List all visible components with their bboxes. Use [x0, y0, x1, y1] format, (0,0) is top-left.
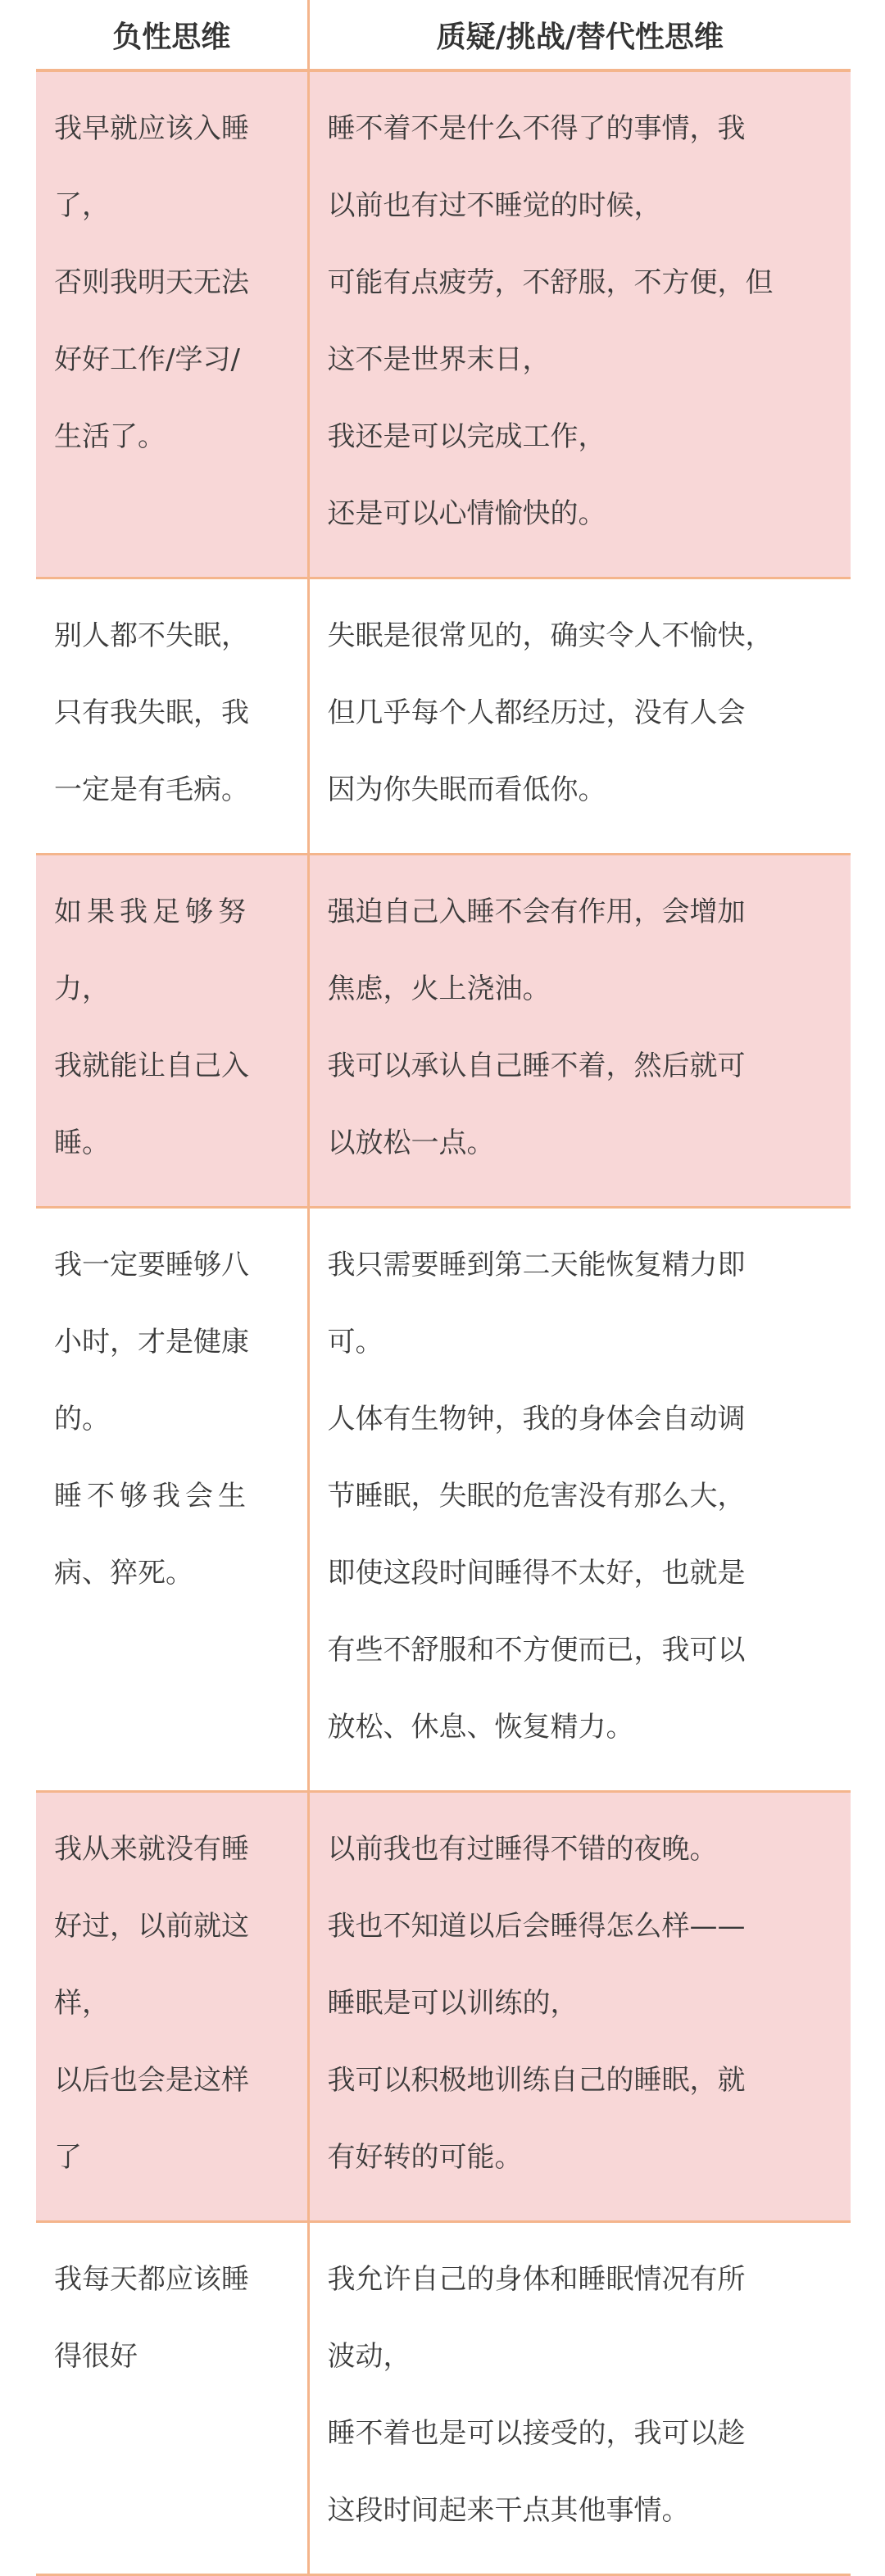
cell-line: 的。: [54, 1403, 110, 1435]
cell-line: 人体有生物钟，我的身体会自动调: [327, 1403, 746, 1435]
cell-line: 我每天都应该睡: [54, 2263, 249, 2296]
cell-line: 睡不着不是什么不得了的事情，我: [327, 112, 746, 145]
cell-line: 我可以承认自己睡不着，然后就可: [327, 1050, 746, 1082]
cell-line: 但几乎每个人都经历过，没有人会: [327, 696, 746, 729]
cell-line: 别人都不失眠，: [54, 619, 249, 652]
thought-comparison-table: [36, 0, 851, 2576]
cell-line: 以后也会是这样: [54, 2064, 249, 2097]
cell-line: 睡不着也是可以接受的，我可以趁: [327, 2417, 746, 2450]
table-row: [36, 1792, 851, 2222]
cell-line: 我允许自己的身体和睡眠情况有所: [327, 2263, 746, 2296]
cell-line: 有好转的可能。: [327, 2141, 523, 2174]
table-row: [36, 1208, 851, 1792]
cell-line: 小时，才是健康: [54, 1326, 249, 1358]
negative-thought-cell: [36, 855, 308, 1208]
cell-line: 强迫自己入睡不会有作用，会增加: [327, 896, 746, 928]
cell-line: 波动，: [327, 2340, 411, 2373]
cell-line: 我从来就没有睡: [54, 1833, 249, 1866]
cell-line: 放松、休息、恢复精力。: [327, 1711, 634, 1744]
negative-thought-cell: [36, 578, 308, 855]
cell-line: 否则我明天无法: [54, 266, 249, 299]
cell-line: 好过，以前就这: [54, 1910, 249, 1943]
cell-line: 了: [54, 2141, 82, 2174]
cell-line: 睡。: [54, 1127, 110, 1159]
table-row: [36, 855, 851, 1208]
alternative-thought-cell: [308, 2222, 851, 2575]
cell-line: 我就能让自己入: [54, 1050, 249, 1082]
table-row: [36, 70, 851, 578]
cell-line: 因为你失眠而看低你。: [327, 773, 606, 806]
negative-thought-header: 负性思维: [36, 0, 308, 70]
cell-line: 得很好: [54, 2340, 138, 2373]
cell-line: 一定是有毛病。: [54, 773, 249, 806]
cell-line: 病、猝死。: [54, 1557, 193, 1590]
cell-line: 好好工作/学习/: [54, 343, 240, 376]
cell-line: 样，: [54, 1987, 110, 2020]
cell-line: 只有我失眠，我: [54, 696, 249, 729]
alternative-thought-header: 质疑/挑战/替代性思维: [308, 0, 851, 70]
negative-thought-cell: [36, 70, 308, 578]
negative-thought-cell: [36, 1792, 308, 2222]
cell-line: 可能有点疲劳，不舒服，不方便，但: [327, 266, 774, 299]
alternative-thought-cell: [308, 70, 851, 578]
table-row: [36, 578, 851, 855]
cell-line: 我只需要睡到第二天能恢复精力即: [327, 1249, 746, 1281]
cell-line: 我也不知道以后会睡得怎么样——: [327, 1910, 746, 1943]
cell-line: 我早就应该入睡: [54, 112, 249, 145]
cell-line: 这段时间起来干点其他事情。: [327, 2494, 690, 2527]
cell-line: 焦虑，火上浇油。: [327, 973, 551, 1005]
cell-line: 有些不舒服和不方便而已，我可以: [327, 1634, 746, 1667]
cell-line: 力，: [54, 973, 110, 1005]
cell-line: 我可以积极地训练自己的睡眠，就: [327, 2064, 746, 2097]
alternative-thought-cell: [308, 578, 851, 855]
header-row: [36, 0, 851, 70]
cell-line: 睡眠是可以训练的，: [327, 1987, 579, 2020]
cell-line: 这不是世界末日，: [327, 343, 551, 376]
cell-line: 以放松一点。: [327, 1127, 495, 1159]
table-row: [36, 2222, 851, 2575]
negative-thought-cell: [36, 2222, 308, 2575]
cell-line: 节睡眠，失眠的危害没有那么大，: [327, 1480, 746, 1512]
cell-line: 失眠是很常见的，确实令人不愉快，: [327, 619, 774, 652]
cell-line: 还是可以心情愉快的。: [327, 497, 606, 530]
cell-line: 以前我也有过睡得不错的夜晚。: [327, 1833, 718, 1866]
cell-line: 即使这段时间睡得不太好，也就是: [327, 1557, 746, 1590]
cell-line: 可。: [327, 1326, 384, 1358]
negative-thought-cell: [36, 1208, 308, 1792]
alternative-thought-cell: [308, 1208, 851, 1792]
cell-line: 如果我足够努: [54, 896, 251, 928]
cell-line: 了，: [54, 189, 110, 222]
alternative-thought-cell: [308, 1792, 851, 2222]
cell-line: 睡不够我会生: [54, 1480, 251, 1512]
cell-line: 我还是可以完成工作，: [327, 420, 606, 453]
cell-line: 生活了。: [54, 420, 166, 453]
alternative-thought-cell: [308, 855, 851, 1208]
cell-line: 我一定要睡够八: [54, 1249, 249, 1281]
cell-line: 以前也有过不睡觉的时候，: [327, 189, 662, 222]
